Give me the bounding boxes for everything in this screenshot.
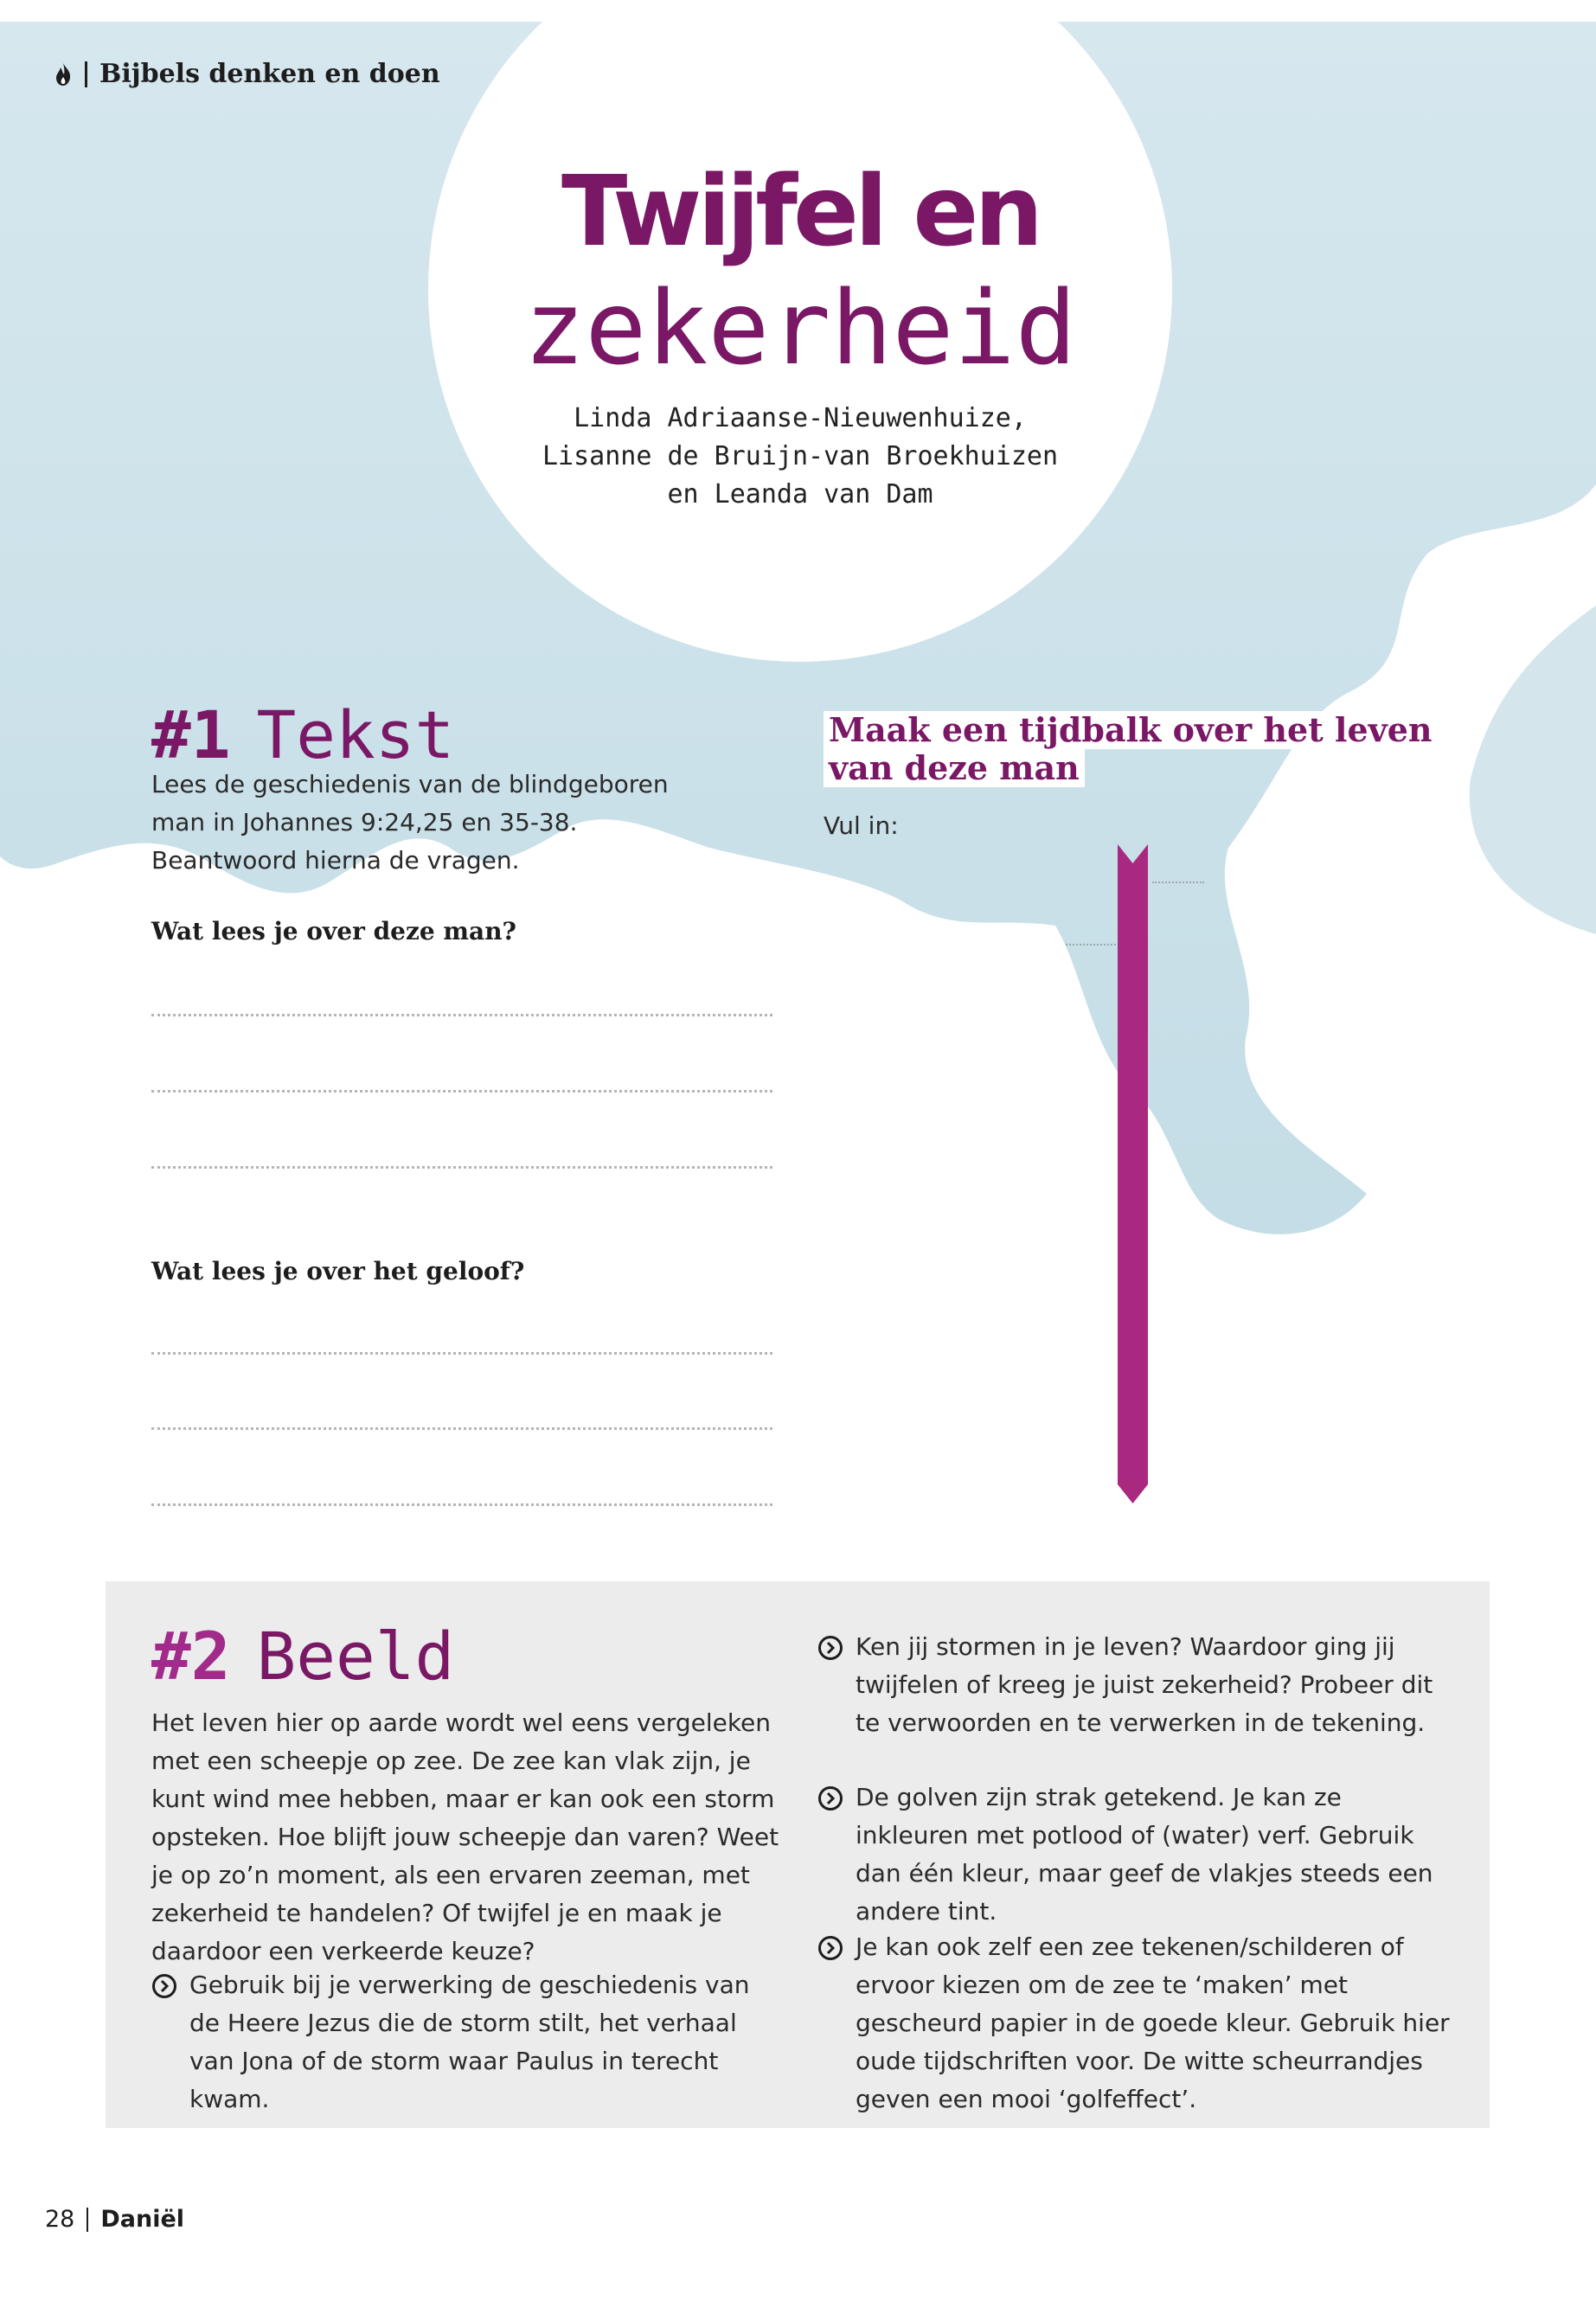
chevron-circle-icon — [817, 1935, 843, 1961]
section2-number: #2 — [151, 1618, 231, 1695]
section1-heading — [151, 696, 454, 773]
timeline-instruction: Vul in: — [824, 811, 899, 840]
answer-line[interactable] — [151, 1014, 772, 1016]
answer-line[interactable] — [151, 1166, 772, 1169]
answer-line[interactable] — [151, 1352, 772, 1355]
author-line: Linda Adriaanse-Nieuwenhuize, — [574, 403, 1027, 433]
answer-line[interactable] — [151, 1427, 772, 1430]
header-divider — [85, 61, 87, 87]
bullet-text: Ken jij stormen in je leven? Waardoor ging jij twijfelen of kreeg je juist zekerheid? Probeer dit te verwoorden en te verwerken in de tekening. — [856, 1632, 1433, 1737]
section2-title: Beeld — [256, 1618, 455, 1695]
author-line: Lisanne de Bruijn-van Broekhuizen — [542, 441, 1059, 471]
timeline-entry-line[interactable] — [1152, 881, 1204, 883]
section2-heading — [151, 1618, 454, 1695]
section2-intro: Het leven hier op aarde wordt wel eens vergeleken met een scheepje op zee. De zee kan vlak zijn, je kunt wind mee hebben, maar er kan ook een storm opsteken. Hoe blijft jouw scheepje dan varen? Weet je op zo’n moment, als een ervaren zeeman, met zekerheid te handelen? Of twijfel je en maak je daardoor een verkeerde keuze? — [151, 1708, 779, 1965]
section-header — [54, 59, 440, 89]
timeline-title-line1: Maak een tijdbalk over het leven — [824, 711, 1438, 749]
timeline-title-line2: van deze man — [824, 749, 1085, 787]
chevron-circle-icon — [817, 1785, 843, 1811]
flame-icon — [54, 62, 73, 87]
bullet-item — [151, 1966, 774, 2118]
bullet-item — [817, 1779, 1458, 1931]
footer-divider — [87, 2208, 88, 2232]
section1-intro: Lees de geschiedenis van de blindgeboren man in Johannes 9:24,25 en 35-38. Beantwoord hierna de vragen. — [151, 770, 669, 875]
question-2: Wat lees je over het geloof? — [151, 1257, 525, 1285]
page-title-line2: zekerheid — [523, 268, 1077, 388]
timeline-title — [824, 711, 1438, 787]
page-number: 28 — [45, 2206, 75, 2233]
bullet-item — [817, 1928, 1458, 2118]
page-footer — [45, 2206, 184, 2233]
question-1: Wat lees je over deze man? — [151, 917, 516, 945]
bullet-text: Je kan ook zelf een zee tekenen/schilderen of ervoor kiezen om de zee te ‘maken’ met gescheurd papier in de goede kleur. Gebruik hier oude tijdschriften voor. De witte scheurrandjes geven een mooi ‘golfeffect’. — [856, 1932, 1450, 2113]
chevron-circle-icon — [817, 1635, 843, 1661]
bullet-item — [817, 1628, 1458, 1742]
author-line: en Leanda van Dam — [667, 479, 933, 510]
answer-line[interactable] — [151, 1503, 772, 1506]
timeline-bar — [1118, 844, 1148, 1503]
section1-title: Tekst — [256, 696, 455, 773]
section1-number: #1 — [151, 696, 231, 773]
bullet-text: Gebruik bij je verwerking de geschiedenis van de Heere Jezus die de storm stilt, het verhaal van Jona of de storm waar Paulus in terecht kwam. — [189, 1971, 750, 2113]
page-title-line1: Twijfel en — [561, 156, 1040, 268]
answer-line[interactable] — [151, 1090, 772, 1093]
authors — [428, 400, 1172, 514]
magazine-name: Daniël — [100, 2206, 185, 2233]
chevron-circle-icon — [151, 1973, 177, 1999]
section-title: Bijbels denken en doen — [99, 59, 440, 89]
timeline-entry-line[interactable] — [1066, 944, 1116, 945]
bullet-text: De golven zijn strak getekend. Je kan ze inkleuren met potlood of (water) verf. Gebruik dan één kleur, maar geef de vlakjes steeds een andere tint. — [856, 1783, 1433, 1926]
